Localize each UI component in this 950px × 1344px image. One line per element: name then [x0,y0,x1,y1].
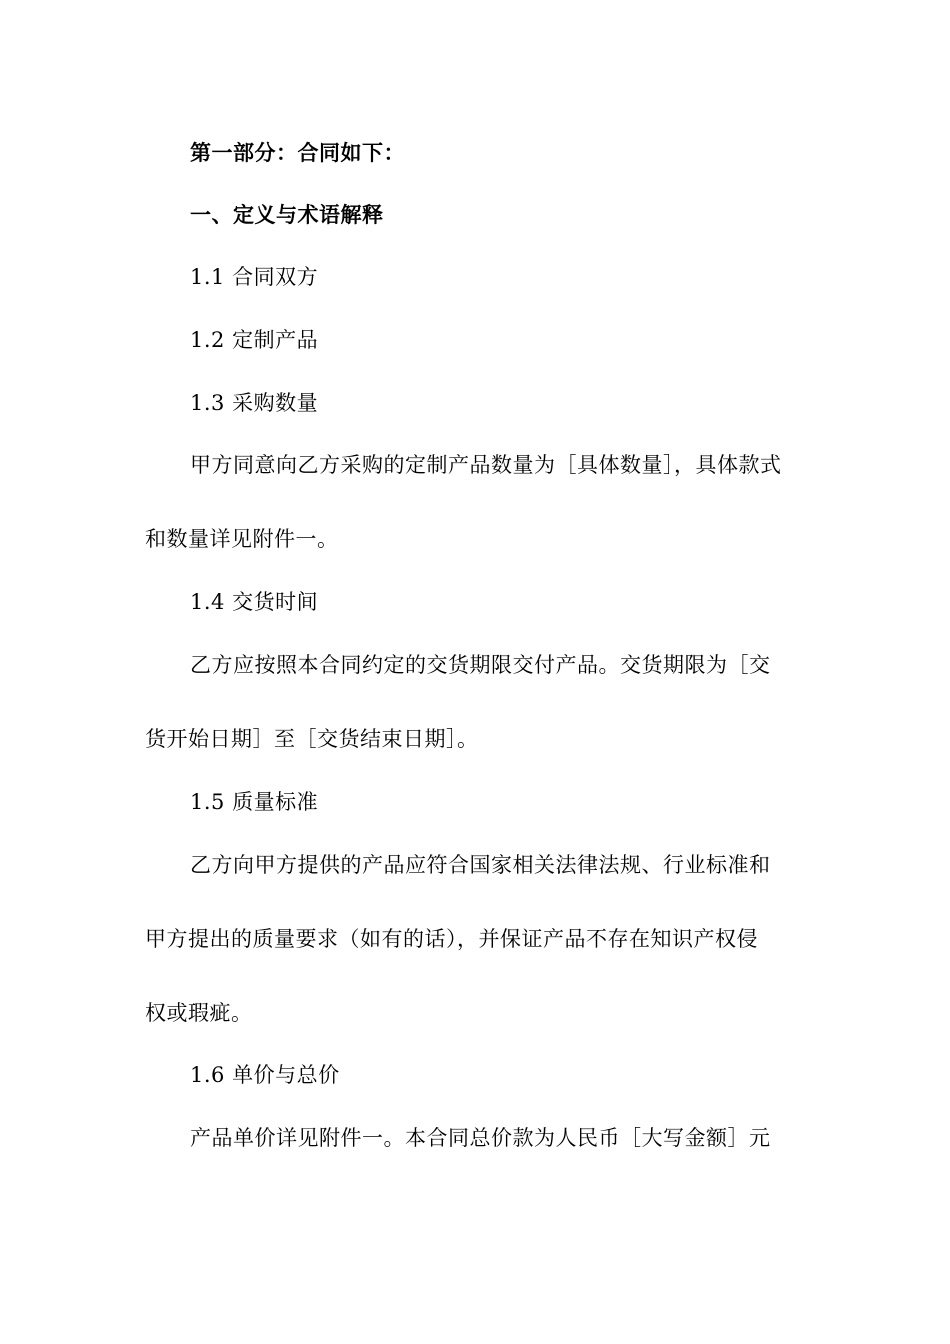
clause-title-1-4: 1.4 交货时间 [190,590,319,614]
clause-1-4-paragraph-line-1: 乙方应按照本合同约定的交货期限交付产品。交货期限为［交 [190,653,771,677]
clause-title-1-2: 1.2 定制产品 [190,328,319,352]
clause-title-1-3: 1.3 采购数量 [190,391,319,415]
clause-1-4-paragraph-line-2: 货开始日期］至［交货结束日期］。 [145,727,479,751]
clause-title-1-1: 1.1 合同双方 [190,265,319,289]
clause-title-1-5: 1.5 质量标准 [190,790,319,814]
clause-1-3-paragraph-line-2: 和数量详见附件一。 [145,527,339,551]
clause-1-5-paragraph-line-3: 权或瑕疵。 [145,1001,253,1025]
part-heading: 第一部分：合同如下： [190,141,405,165]
clause-1-3-paragraph-line-1: 甲方同意向乙方采购的定制产品数量为［具体数量］，具体款式 [190,453,782,477]
clause-1-5-paragraph-line-2: 甲方提出的质量要求（如有的话），并保证产品不存在知识产权侵 [145,927,758,951]
clause-1-5-paragraph-line-1: 乙方向甲方提供的产品应符合国家相关法律法规、行业标准和 [190,853,771,877]
clause-title-1-6: 1.6 单价与总价 [190,1063,340,1087]
clause-1-6-paragraph-line-1: 产品单价详见附件一。本合同总价款为人民币［大写金额］元 [190,1126,771,1150]
section-heading: 一、定义与术语解释 [190,203,384,227]
